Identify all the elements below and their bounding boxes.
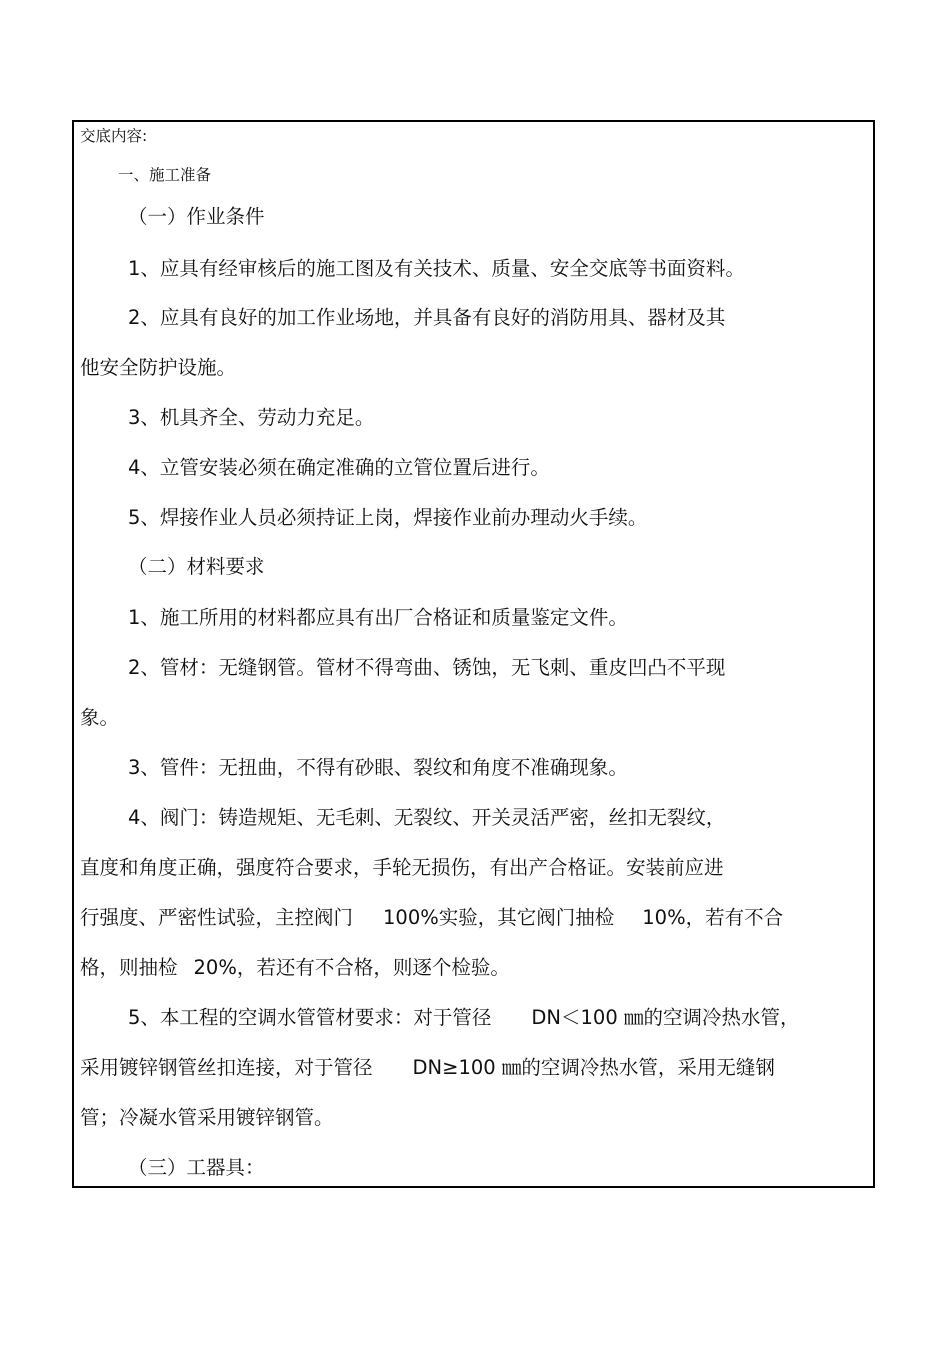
material-item-4-line4-part1: 格，则抽检 (80, 956, 178, 979)
condition-item-2-line2: 他安全防护设施。 (80, 356, 237, 379)
material-item-4-line3-part3: 10%，若有不合 (642, 906, 784, 929)
material-item-5-line2-part1: 采用镀锌钢管丝扣连接，对于管径 (80, 1056, 373, 1079)
condition-item-2-line1: 2、应具有良好的加工作业场地，并具备有良好的消防用具、器材及其 (128, 306, 726, 329)
material-item-2-line2: 象。 (80, 706, 120, 729)
material-item-4-line4-part2: 20%，若还有不合格，则逐个检验。 (193, 956, 510, 979)
condition-item-5: 5、焊接作业人员必须持证上岗，焊接作业前办理动火手续。 (128, 506, 648, 529)
subsection-heading-conditions: （一）作业条件 (128, 205, 265, 228)
material-item-4-line4 (80, 955, 510, 981)
material-item-5-line1-part2: DN＜100 ㎜的空调冷热水管， (531, 1006, 800, 1029)
subsection-heading-tools: （三）工器具： (128, 1156, 265, 1179)
material-item-4-line3-part1: 行强度、严密性试验，主控阀门 (80, 906, 354, 929)
material-item-5-line2-part2: DN≥100 ㎜的空调冷热水管，采用无缝钢 (412, 1056, 775, 1079)
material-item-3: 3、管件：无扭曲，不得有砂眼、裂纹和角度不准确现象。 (128, 756, 628, 779)
material-item-1: 1、施工所用的材料都应具有出厂合格证和质量鉴定文件。 (128, 606, 628, 629)
material-item-4-line2: 直度和角度正确，强度符合要求，手轮无损伤，有出产合格证。安装前应进 (80, 856, 724, 879)
material-item-4-line3-part2: 100%实验，其它阀门抽检 (383, 906, 615, 929)
section-heading-preparation: 一、施工准备 (118, 166, 212, 184)
disclosure-header: 交底内容: (80, 127, 148, 145)
condition-item-3: 3、机具齐全、劳动力充足。 (128, 406, 375, 429)
condition-item-1: 1、应具有经审核后的施工图及有关技术、质量、安全交底等书面资料。 (128, 257, 745, 280)
subsection-heading-materials: （二）材料要求 (128, 555, 265, 578)
material-item-5-line1-part1: 5、本工程的空调水管管材要求：对于管径 (128, 1006, 492, 1029)
material-item-5-line3: 管；冷凝水管采用镀锌钢管。 (80, 1106, 334, 1129)
material-item-4-line3 (80, 905, 783, 931)
material-item-5-line1 (128, 1005, 799, 1031)
material-item-2-line1: 2、管材：无缝钢管。管材不得弯曲、锈蚀，无飞刺、重皮凹凸不平现 (128, 656, 726, 679)
material-item-5-line2 (80, 1055, 775, 1081)
material-item-4-line1: 4、阀门：铸造规矩、无毛刺、无裂纹、开关灵活严密，丝扣无裂纹， (128, 806, 726, 829)
condition-item-4: 4、立管安装必须在确定准确的立管位置后进行。 (128, 456, 550, 479)
